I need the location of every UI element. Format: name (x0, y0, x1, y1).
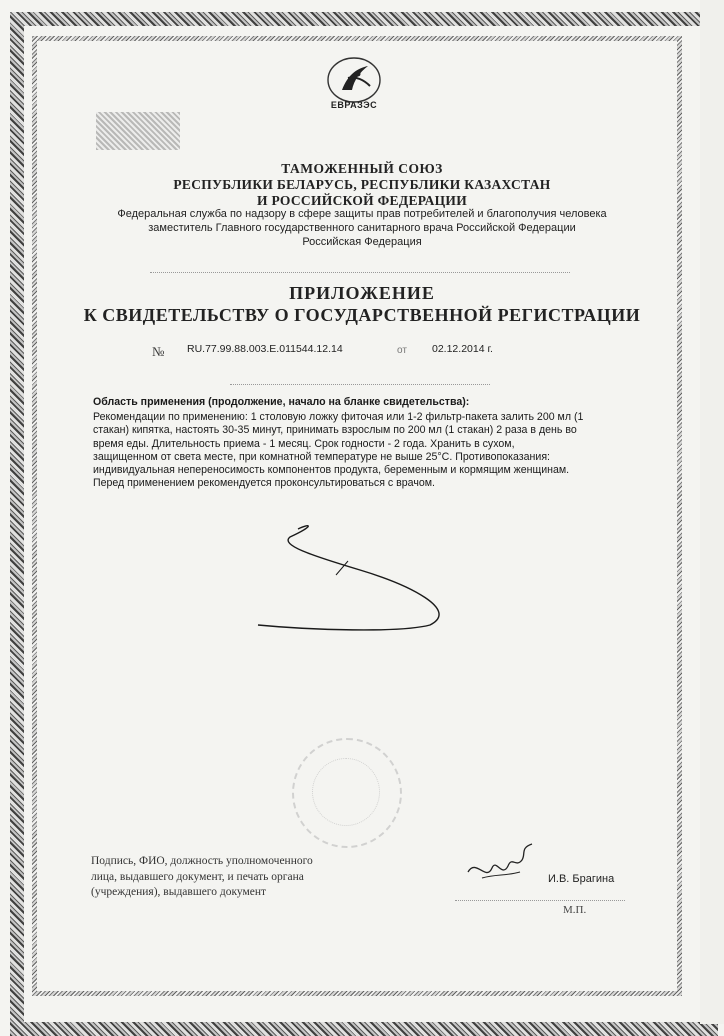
signature-label (91, 854, 391, 901)
text-line: индивидуальная непереносимость компонентов продукта, беременным и кормящим женщинам. (93, 464, 570, 477)
document-title: ПРИЛОЖЕНИЕ (289, 283, 435, 303)
header-line-1: ТАМОЖЕННЫЙ СОЮЗ (281, 161, 443, 176)
number-label: № (152, 344, 165, 359)
header-sub-2: заместитель Главного государственного санитарного врача Российской Федерации (148, 222, 576, 234)
eurasec-logo (312, 56, 396, 132)
divider-line (150, 272, 570, 274)
signature-label-line: лица, выдавшего документ, и печать органа (91, 870, 304, 883)
header-line-3: И РОССИЙСКОЙ ФЕДЕРАЦИИ (256, 193, 468, 208)
header-sub-1: Федеральная служба по надзору в сфере защиты прав потребителей и благополучия человека (117, 208, 607, 220)
signer-name: И.В. Брагина (548, 873, 615, 885)
text-line: Перед применением рекомендуется проконсультироваться с врачом. (93, 477, 435, 490)
faded-stamp (96, 112, 180, 150)
faded-seal-inner (312, 758, 380, 826)
z-cancellation-mark (250, 515, 455, 635)
application-text (93, 396, 653, 490)
signature-label-line: Подпись, ФИО, должность уполномоченного (91, 855, 313, 867)
text-line: стакан) кипятка, настоять 30-35 минут, принимать взрослым по 200 мл (1 стакан) 2 раза в день во (93, 424, 577, 437)
application-heading: Область применения (продолжение, начало на бланке свидетельства): (93, 396, 470, 408)
page-edge (700, 0, 724, 1024)
logo-text: ЕВРАЗЭС (330, 100, 378, 110)
signature-label-line: (учреждения), выдавшего документ (91, 886, 267, 898)
signature-underline (455, 900, 625, 902)
header-line-2: РЕСПУБЛИКИ БЕЛАРУСЬ, РЕСПУБЛИКИ КАЗАХСТАН (173, 177, 551, 192)
header-sub-3: Российская Федерация (302, 236, 422, 248)
text-line: время еды. Длительность приема - 1 месяц. Срок годности - 2 года. Хранить в сухом, (93, 437, 515, 450)
text-line: Рекомендации по применению: 1 столовую ложку фиточая или 1-2 фильтр-пакета залить 200 мл (1 (93, 411, 584, 424)
stamp-place-label: М.П. (563, 904, 587, 916)
registration-number: RU.77.99.88.003.Е.011544.12.14 (187, 343, 343, 355)
registration-date: 02.12.2014 г. (432, 343, 493, 355)
document-subtitle: К СВИДЕТЕЛЬСТВУ О ГОСУДАРСТВЕННОЙ РЕГИСТРАЦИИ (83, 305, 641, 325)
text-line: защищенном от света месте, при комнатной температуре не выше 25°С. Противопоказания: (93, 450, 551, 463)
date-label: от (397, 345, 407, 356)
divider-line (230, 384, 490, 386)
handwritten-signature (462, 838, 542, 890)
eurasec-emblem-icon (312, 56, 396, 106)
